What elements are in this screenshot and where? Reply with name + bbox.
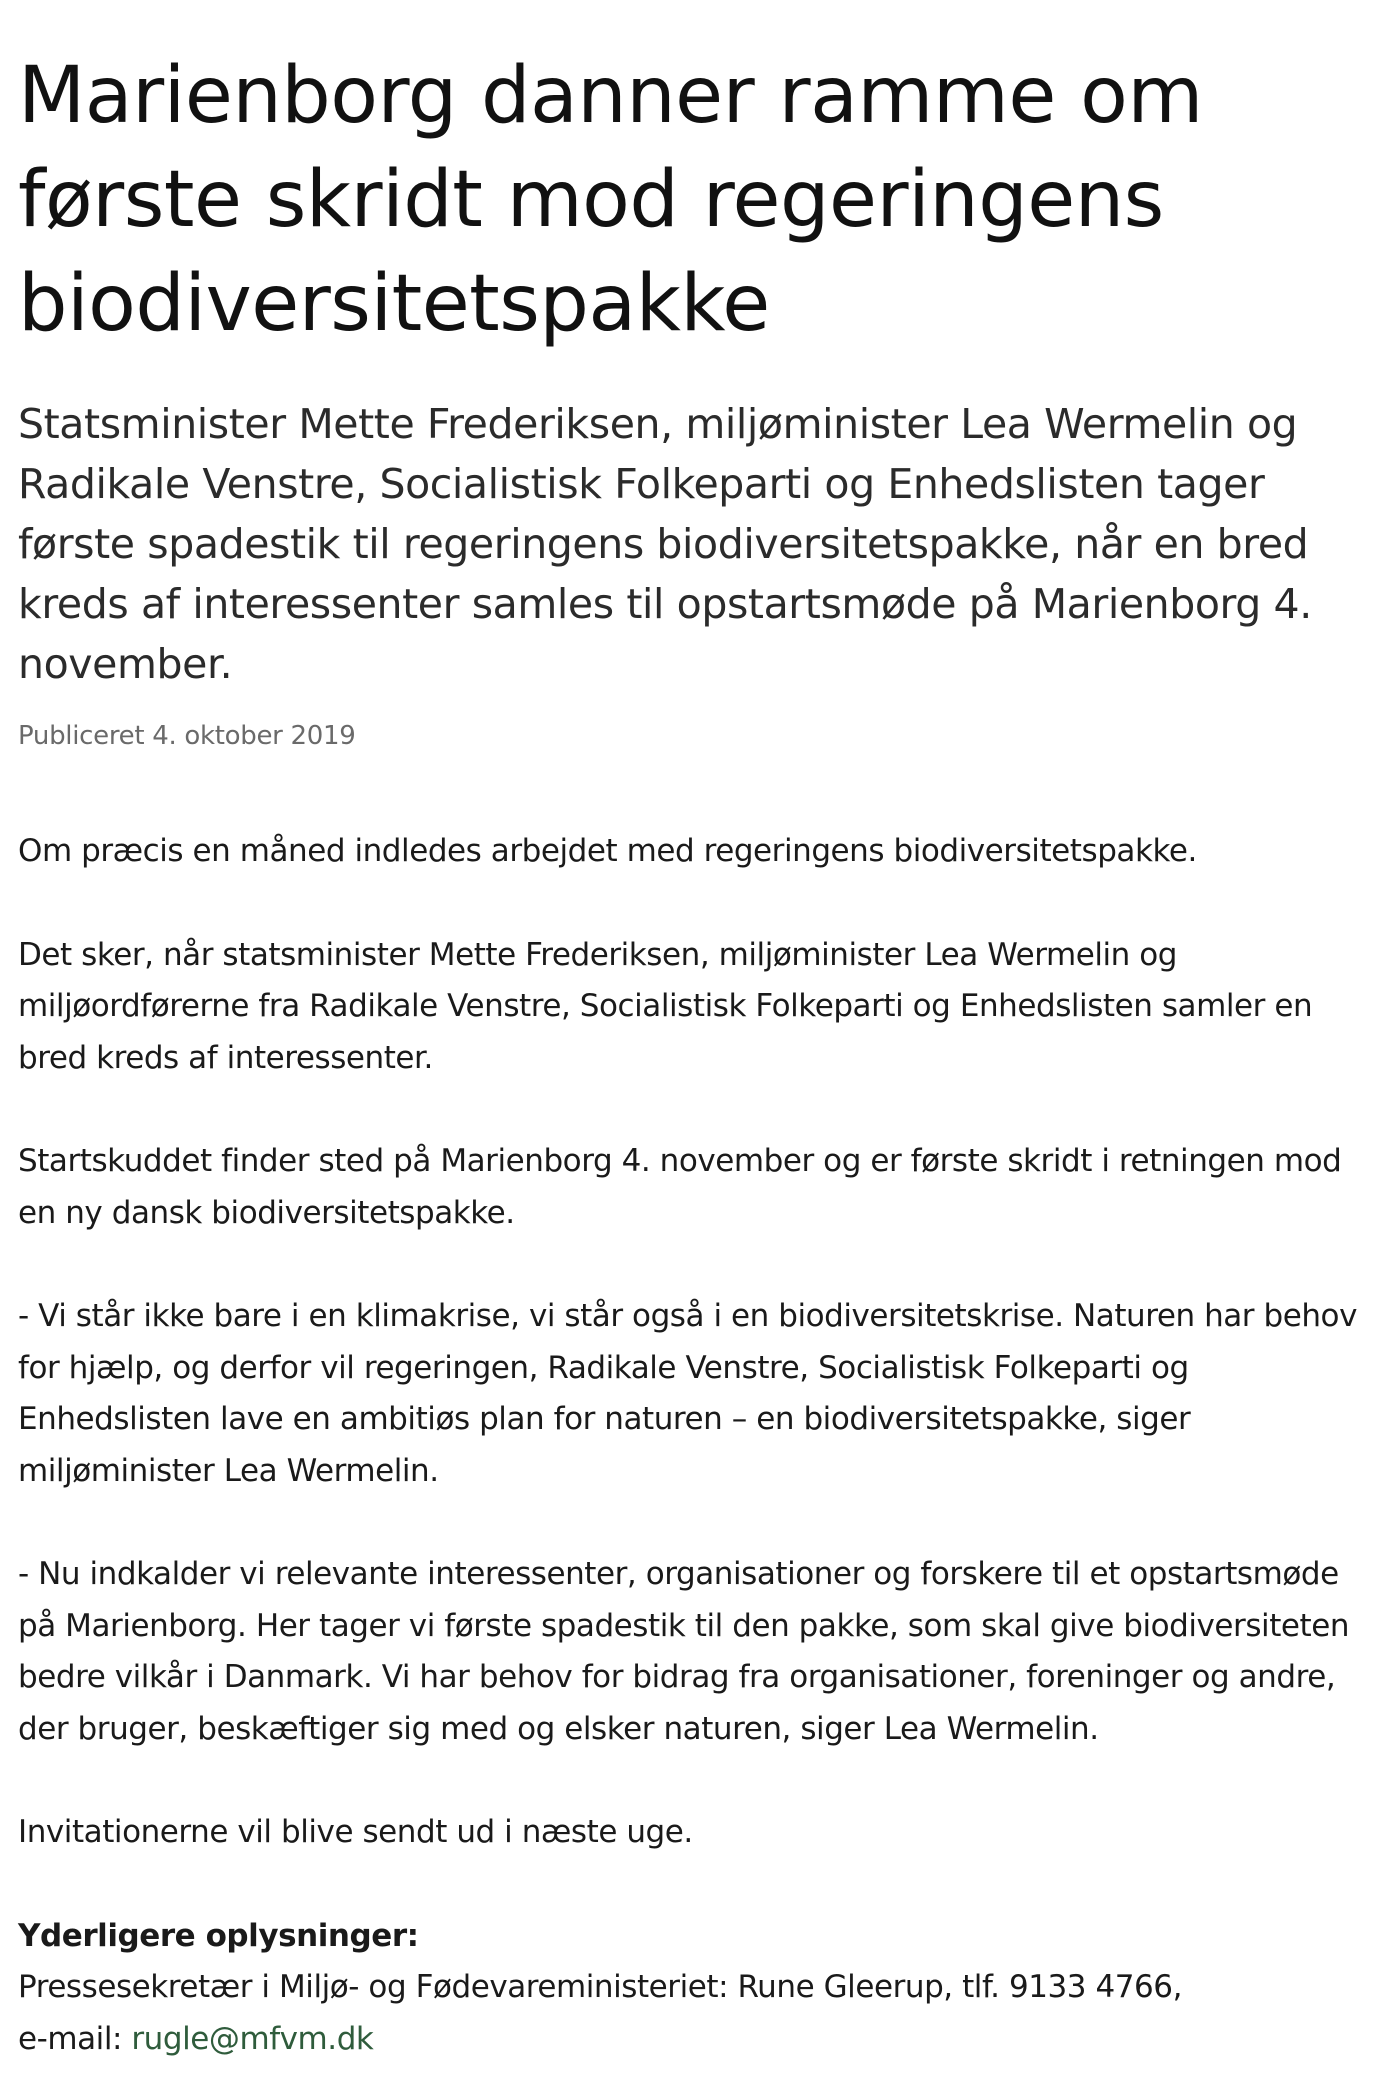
contact-details: Pressesekretær i Miljø- og Fødevareministeriet: Rune Gleerup, tlf. 9133 4766, [18, 1969, 1182, 2005]
body-paragraph: - Vi står ikke bare i en klimakrise, vi står også i en biodiversitetskrise. Naturen har behov for hjælp, og derfor vil regeringen, Radikale Venstre, Socialistisk Folkeparti og Enhedslisten lave en ambitiøs plan for naturen – en biodiversitetspakke, siger miljøminister Lea Wermelin. [18, 1298, 1357, 1489]
contact-heading: Yderligere oplysninger: [18, 1917, 419, 1954]
email-label: e-mail: [18, 2020, 132, 2057]
article-lead: Statsminister Mette Frederiksen, miljøminister Lea Wermelin og Radikale Venstre, Socialistisk Folkeparti og Enhedslisten tager første spadestik til regeringens biodiversitetspakke, når en bred kreds af interessenter samles til opstartsmøde på Marienborg 4. november. [18, 400, 1312, 688]
body-paragraph: Invitationerne vil blive sendt ud i næste uge. [18, 1814, 693, 1850]
body-paragraph: Startskuddet finder sted på Marienborg 4. november og er første skridt i retningen mod en ny dansk biodiversitetspakke. [18, 1143, 1342, 1231]
contact-email-line [18, 2014, 1358, 2066]
article-body [18, 826, 1358, 2065]
article-title: Marienborg danner ramme om første skridt mod regeringens biodiversitetspakke [18, 51, 1203, 349]
email-link[interactable]: rugle@mfvm.dk [131, 2020, 374, 2057]
contact-info [18, 1911, 1358, 2066]
publish-date: Publiceret 4. oktober 2019 [18, 721, 356, 751]
press-release-article [18, 0, 1358, 2065]
body-paragraph: Om præcis en måned indledes arbejdet med regeringens biodiversitetspakke. [18, 833, 1197, 869]
body-paragraph: Det sker, når statsminister Mette Frederiksen, miljøminister Lea Wermelin og miljøordførerne fra Radikale Venstre, Socialistisk Folkeparti og Enhedslisten samler en bred kreds af interessenter. [18, 936, 1313, 1076]
body-paragraph: - Nu indkalder vi relevante interessenter, organisationer og forskere til et opstartsmøde på Marienborg. Her tager vi første spadestik til den pakke, som skal give biodiversiteten bedre vilkår i Danmark. Vi har behov for bidrag fra organisationer, foreninger og andre, der bruger, beskæftiger sig med og elsker naturen, siger Lea Wermelin. [18, 1556, 1350, 1747]
